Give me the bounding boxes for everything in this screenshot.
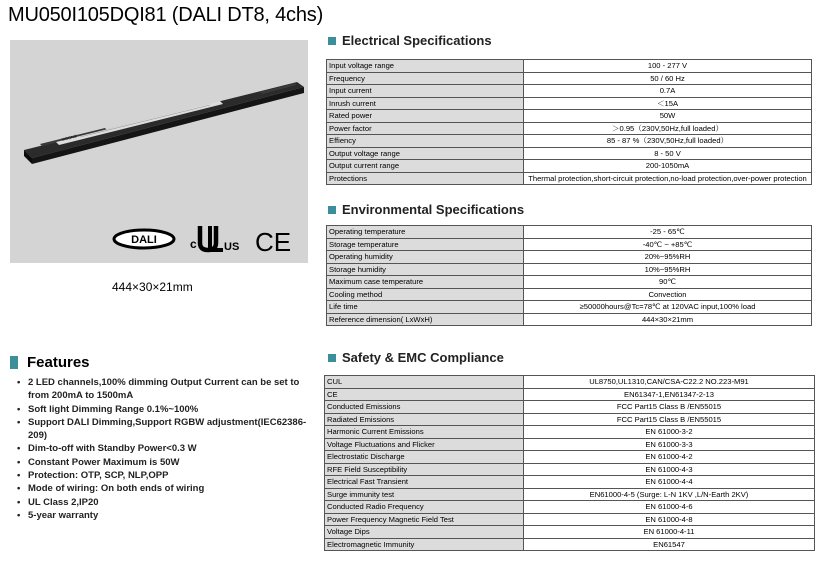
- spec-value: 90℃: [524, 276, 812, 289]
- spec-label: Storage temperature: [327, 238, 524, 251]
- feature-item: • 2 LED channels,100% dimming Output Current can be set to from 200mA to 1500mA: [16, 376, 316, 403]
- safety-heading: Safety & EMC Compliance: [328, 350, 504, 365]
- table-row: [325, 376, 815, 389]
- spec-value: FCC Part15 Class B /EN55015: [524, 413, 815, 426]
- spec-value: Thermal protection,short-circuit protection,no-load protection,over-power protection: [524, 172, 812, 185]
- table-row: [327, 85, 812, 98]
- spec-value: 50W: [524, 110, 812, 123]
- feature-item: • Dim-to-off with Standby Power<0.3 W: [16, 442, 316, 455]
- spec-label: Voltage Fluctuations and Flicker: [325, 438, 524, 451]
- table-row: [327, 135, 812, 148]
- feature-item: • Constant Power Maximum is 50W: [16, 456, 316, 469]
- spec-value: EN61000-4-5 (Surge: L-N 1KV ,L/N-Earth 2KV): [524, 488, 815, 501]
- table-row: [325, 413, 815, 426]
- dali-logo: [114, 230, 174, 248]
- table-row: [325, 513, 815, 526]
- feature-item: • Support DALI Dimming,Support RGBW adjustment(IEC62386-209): [16, 416, 316, 443]
- spec-value: UL8750,UL1310,CAN/CSA-C22.2 NO.223-M91: [524, 376, 815, 389]
- svg-text:CE: CE: [255, 227, 292, 257]
- table-row: [327, 313, 812, 326]
- spec-value: EN 61000-4-2: [524, 451, 815, 464]
- spec-value: Convection: [524, 288, 812, 301]
- spec-value: EN 61000-4-8: [524, 513, 815, 526]
- spec-label: Operating humidity: [327, 251, 524, 264]
- spec-value: EN 61000-4-3: [524, 463, 815, 476]
- environmental-spec-table: [326, 225, 812, 326]
- spec-value: ＜15A: [524, 97, 812, 110]
- spec-value: 50 / 60 Hz: [524, 72, 812, 85]
- spec-label: Surge immunity test: [325, 488, 524, 501]
- table-row: [327, 172, 812, 185]
- product-dimensions: 444×30×21mm: [112, 280, 193, 294]
- culus-logo: [190, 226, 239, 253]
- spec-value: EN 61000-4-11: [524, 526, 815, 539]
- features-heading: Features: [10, 354, 90, 371]
- svg-text:DALI: DALI: [131, 234, 157, 246]
- electrical-heading: Electrical Specifications: [328, 33, 492, 48]
- table-row: [325, 488, 815, 501]
- table-row: [325, 501, 815, 514]
- spec-value: FCC Part15 Class B /EN55015: [524, 401, 815, 414]
- spec-value: EN 61000-3-2: [524, 426, 815, 439]
- section-marker-icon: [328, 37, 336, 45]
- ce-mark: [255, 227, 291, 257]
- spec-value: 100 - 277 V: [524, 60, 812, 73]
- spec-label: Radiated Emissions: [325, 413, 524, 426]
- spec-label: Input voltage range: [327, 60, 524, 73]
- table-row: [327, 301, 812, 314]
- spec-label: Protections: [327, 172, 524, 185]
- table-row: [327, 251, 812, 264]
- spec-value: -40℃ ~ +85℃: [524, 238, 812, 251]
- spec-label: Cooling method: [327, 288, 524, 301]
- spec-label: Power Frequency Magnetic Field Test: [325, 513, 524, 526]
- spec-value: 0.7A: [524, 85, 812, 98]
- table-row: [327, 72, 812, 85]
- table-row: [327, 122, 812, 135]
- table-row: [325, 476, 815, 489]
- spec-label: Inrush current: [327, 97, 524, 110]
- spec-label: Conducted Radio Frequency: [325, 501, 524, 514]
- safety-emc-table: [324, 375, 815, 551]
- spec-label: Frequency: [327, 72, 524, 85]
- spec-value: -25 - 65℃: [524, 226, 812, 239]
- feature-item: • UL Class 2,IP20: [16, 496, 316, 509]
- spec-label: RFE Field Susceptibility: [325, 463, 524, 476]
- svg-text:c: c: [190, 237, 197, 251]
- section-marker-icon: [10, 356, 18, 369]
- spec-value: 10%~95%RH: [524, 263, 812, 276]
- table-row: [327, 97, 812, 110]
- table-row: [327, 263, 812, 276]
- svg-text:US: US: [224, 241, 240, 253]
- table-row: [325, 538, 815, 551]
- spec-value: 200-1050mA: [524, 160, 812, 173]
- table-row: [327, 60, 812, 73]
- environmental-heading: Environmental Specifications: [328, 202, 524, 217]
- table-row: [327, 276, 812, 289]
- spec-value: EN61347-1,EN61347-2-13: [524, 388, 815, 401]
- features-list: [16, 376, 316, 522]
- spec-label: CUL: [325, 376, 524, 389]
- spec-label: Input current: [327, 85, 524, 98]
- spec-label: Rated power: [327, 110, 524, 123]
- electrical-spec-table: [326, 59, 812, 185]
- spec-value: ＞0.95（230V,50Hz,full loaded）: [524, 122, 812, 135]
- spec-label: Maximum case temperature: [327, 276, 524, 289]
- table-row: [327, 160, 812, 173]
- table-row: [327, 226, 812, 239]
- table-row: [327, 288, 812, 301]
- spec-value: 444×30×21mm: [524, 313, 812, 326]
- spec-label: Power factor: [327, 122, 524, 135]
- spec-value: 85 - 87 %（230V,50Hz,full loaded）: [524, 135, 812, 148]
- table-row: [325, 451, 815, 464]
- page-title: MU050I105DQI81 (DALI DT8, 4chs): [8, 4, 324, 26]
- product-photo: [10, 40, 308, 263]
- spec-label: Conducted Emissions: [325, 401, 524, 414]
- spec-value: 20%~95%RH: [524, 251, 812, 264]
- brand-label: MOONS': [61, 133, 78, 142]
- spec-value: EN 61000-4-4: [524, 476, 815, 489]
- spec-value: EN 61000-4-6: [524, 501, 815, 514]
- table-row: [325, 426, 815, 439]
- spec-label: Electrical Fast Transient: [325, 476, 524, 489]
- spec-label: Voltage Dips: [325, 526, 524, 539]
- table-row: [325, 438, 815, 451]
- table-row: [327, 110, 812, 123]
- spec-label: Output voltage range: [327, 147, 524, 160]
- spec-label: Storage humidity: [327, 263, 524, 276]
- spec-label: CE: [325, 388, 524, 401]
- spec-label: Effiency: [327, 135, 524, 148]
- table-row: [325, 526, 815, 539]
- led-driver-image: [10, 40, 308, 263]
- table-row: [327, 147, 812, 160]
- feature-item: • 5-year warranty: [16, 509, 316, 522]
- feature-item: • Mode of wiring: On both ends of wiring: [16, 482, 316, 495]
- table-row: [327, 238, 812, 251]
- section-marker-icon: [328, 206, 336, 214]
- spec-label: Output current range: [327, 160, 524, 173]
- feature-item: • Protection: OTP, SCP, NLP,OPP: [16, 469, 316, 482]
- table-row: [325, 463, 815, 476]
- feature-item: • Soft light Dimming Range 0.1%~100%: [16, 403, 316, 416]
- spec-label: Operating temperature: [327, 226, 524, 239]
- spec-value: 8 - 50 V: [524, 147, 812, 160]
- spec-value: EN61547: [524, 538, 815, 551]
- section-marker-icon: [328, 354, 336, 362]
- table-row: [325, 388, 815, 401]
- spec-label: Life time: [327, 301, 524, 314]
- spec-value: EN 61000-3-3: [524, 438, 815, 451]
- table-row: [325, 401, 815, 414]
- spec-label: Electromagnetic Immunity: [325, 538, 524, 551]
- spec-label: Electrostatic Discharge: [325, 451, 524, 464]
- spec-label: Reference dimension( LxWxH): [327, 313, 524, 326]
- spec-value: ≥50000hours@Tc=78℃ at 120VAC input,100% load: [524, 301, 812, 314]
- spec-label: Harmonic Current Emissions: [325, 426, 524, 439]
